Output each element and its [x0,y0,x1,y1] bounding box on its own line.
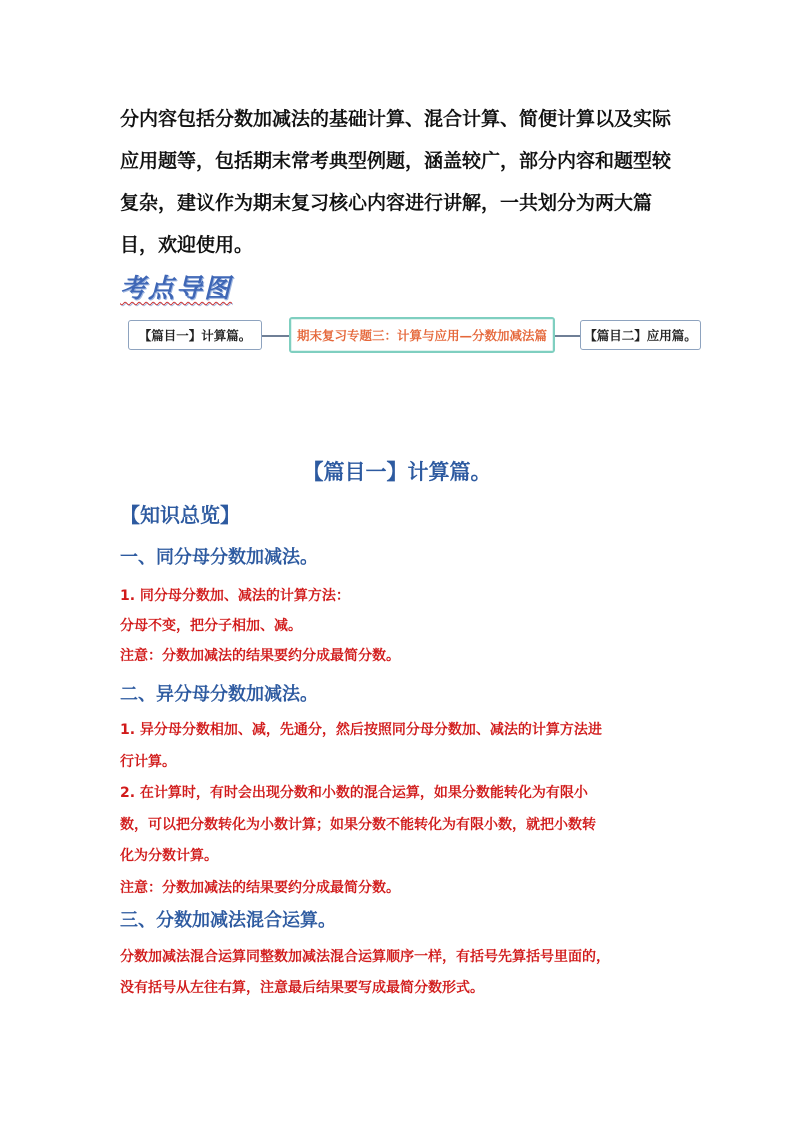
topic-line: 数，可以把分数转化为小数计算；如果分数不能转化为有限小数，就把小数转 [120,816,596,833]
topic-heading: 三、分数加减法混合运算。 [120,910,336,931]
intro-line: 复杂，建议作为期末复习核心内容进行讲解，一共划分为两大篇 [120,192,653,214]
topic-line: 注意：分数加减法的结果要约分成最简分数。 [120,879,400,896]
mindmap-title: 考点导图 [120,274,233,304]
topic-heading: 一、同分母分数加减法。 [120,547,318,568]
topic-line: 行计算。 [120,753,176,770]
topic-line: 注意：分数加减法的结果要约分成最简分数。 [120,648,400,664]
topic-line: 1. 同分母分数加、减法的计算方法： [120,588,350,604]
topic-line: 分母不变，把分子相加、减。 [120,618,302,634]
mindmap-connector-left [262,335,289,337]
topic-line: 没有括号从左往右算，注意最后结果要写成最简分数形式。 [120,980,484,996]
intro-line: 分内容包括分数加减法的基础计算、混合计算、简便计算以及实际 [120,108,672,130]
intro-line: 应用题等，包括期末常考典型例题，涵盖较广，部分内容和题型较 [120,150,672,172]
intro-line: 目，欢迎使用。 [120,234,254,256]
topic-body [120,942,690,1004]
mindmap-node-root: 期末复习专题三：计算与应用—分数加减法篇 [289,317,555,353]
topic-body [120,715,690,904]
topic-line: 化为分数计算。 [120,848,218,864]
topic-line: 2. 在计算时，有时会出现分数和小数的混合运算，如果分数能转化为有限小 [120,785,588,801]
section-title: 【篇目一】计算篇。 [302,460,492,484]
intro-paragraph [120,98,680,266]
topic-heading: 二、异分母分数加减法。 [120,684,318,705]
topic-body [120,581,690,671]
mindmap-connector-right [555,335,580,337]
topic-line: 1. 异分母分数相加、减，先通分，然后按照同分母分数加、减法的计算方法进 [120,722,602,738]
overview-heading: 【知识总览】 [120,503,240,527]
topic-line: 分数加减法混合运算同整数加减法混合运算顺序一样，有括号先算括号里面的， [120,949,610,965]
mindmap-node-application: 【篇目二】应用篇。 [580,320,701,350]
mindmap-node-calculation: 【篇目一】计算篇。 [128,320,262,350]
